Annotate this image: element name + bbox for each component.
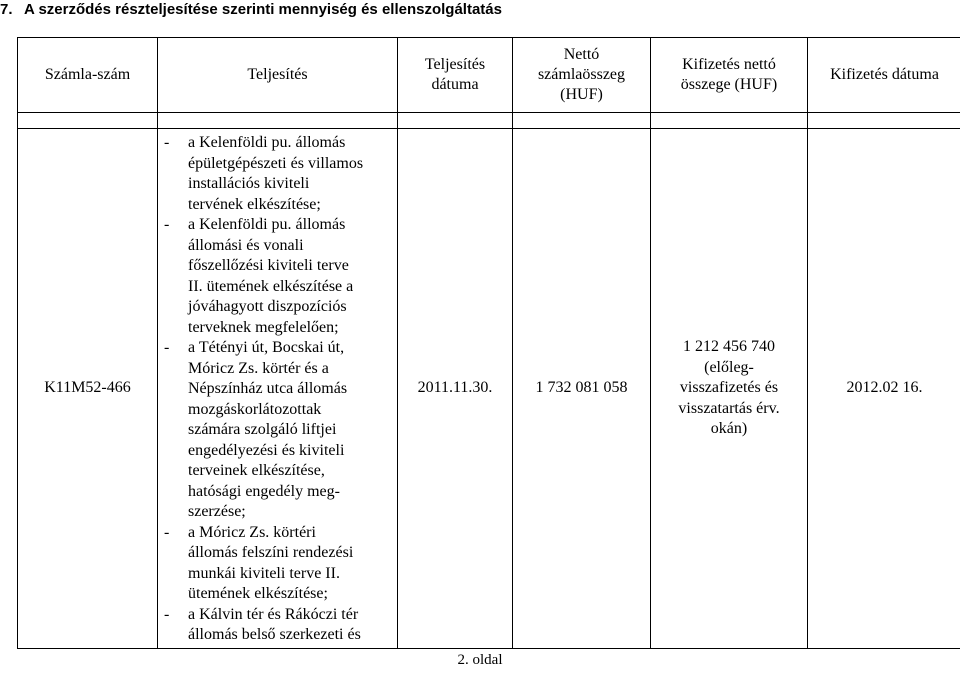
list-item: - a Kelenföldi pu. állomás állomási és vonali főszellőzési kiviteli terve II. ütemének elkészítése a jóváhagyott diszpozíciós terveknek megfelelően; [164, 216, 354, 336]
table-header-row [18, 38, 960, 113]
header-invoice-no: Számla-szám [18, 38, 158, 113]
net-payment-amount-cell: 1 212 456 740 (előleg- visszafizetés és visszatartás érv. okán) [651, 129, 808, 649]
invoice-number-cell: K11M52-466 [18, 129, 158, 649]
header-performance-date: Teljesítés dátuma [398, 38, 513, 113]
payment-date-cell: 2012.02 16. [808, 129, 960, 649]
header-net-invoice-amount: Nettó számlaösszeg (HUF) [513, 38, 651, 113]
performance-date-cell: 2011.11.30. [398, 129, 513, 649]
list-item: - a Móricz Zs. körtéri állomás felszíni rendezési munkái kiviteli terve II. ütemének elkészítése; [164, 523, 354, 602]
settlement-table [17, 37, 960, 649]
header-payment-date: Kifizetés dátuma [808, 38, 960, 113]
table-row [18, 129, 960, 649]
section-title: A szerződés részteljesítése szerinti mennyiség és ellenszolgáltatás [24, 1, 502, 18]
header-performance: Teljesítés [158, 38, 398, 113]
spacer-row [18, 113, 960, 129]
list-item: - a Tétényi út, Bocskai út, Móricz Zs. körtér és a Népszínház utca állomás mozgáskorlátozottak számára szolgáló liftjei engedélyezési és kiviteli terveinek elkészítése, hatósági engedély meg- szerzése; [164, 339, 348, 520]
section-number: 7. [0, 1, 13, 18]
net-invoice-amount-cell: 1 732 081 058 [513, 129, 651, 649]
page-number: 2. oldal [457, 652, 503, 668]
performance-cell [158, 129, 398, 649]
header-net-payment-amount: Kifizetés nettó összege (HUF) [651, 38, 808, 113]
list-item: - a Kálvin tér és Rákóczi tér állomás belső szerkezeti és [164, 605, 361, 643]
list-item: - a Kelenföldi pu. állomás épületgépészeti és villamos installációs kiviteli tervének elkészítése; [164, 134, 364, 213]
